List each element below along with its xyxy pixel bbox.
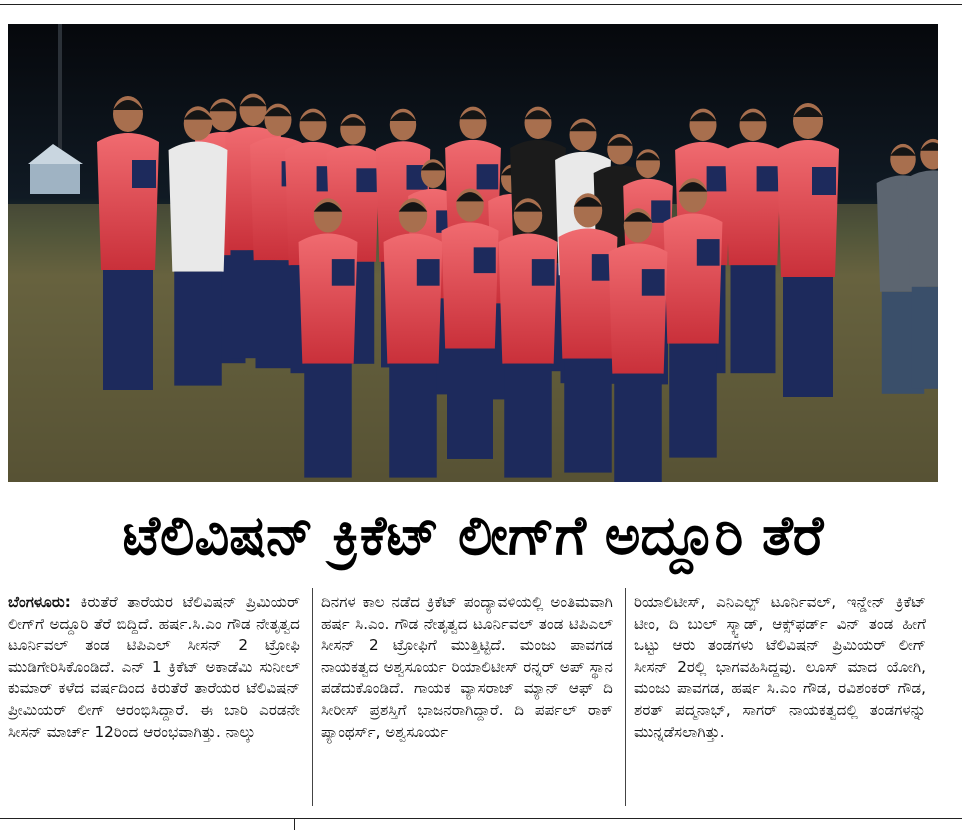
team-member-front-8 — [499, 198, 558, 477]
column-1-text: ಕಿರುತೆರೆ ತಾರೆಯರ ಟೆಲಿವಿಷನ್ ಪ್ರಿಮಿಯರ್ ಲೀಗ್‌ಗೆ ಅದ್ದೂರಿ ತೆರೆ ಬಿದ್ದಿದೆ. ಹರ್ಷ.ಸಿ.ಎಂ ಗೌಡ ನೇತೃತ್ವದ ಟೂರ್ನಿವಲ್ ತಂಡ ಟಿಪಿಎಲ್ ಸೀಸನ್ 2 ಟ್ರೋಫಿ ಮುಡಿಗೇರಿಸಿಕೊಂಡಿದೆ. ಎನ್ 1 ಕ್ರಿಕೆಟ್ ಅಕಾಡೆಮಿ ಸುನೀಲ್ ಕುಮಾರ್ ಕಳೆದ ವರ್ಷದಿಂದ ಕಿರುತೆರೆ ತಾರೆಯರ ಟೆಲಿವಿಷನ್ ಪ್ರೀಮಿಯರ್ ಲೀಗ್ ಆರಂಭಿಸಿದ್ದಾರೆ. ಈ ಬಾರಿ ಎರಡನೇ ಸೀಸನ್ ಮಾರ್ಚ್ 12ರಿಂದ ಆರಂಭವಾಗಿತ್ತು. ನಾಲ್ಕು — [8, 593, 300, 741]
team-member-front-3 — [777, 103, 839, 397]
article-body — [8, 588, 938, 806]
column-tick — [294, 818, 295, 830]
column-3-text: ರಿಯಾಲಿಟೀಸ್, ಎನಿಎಲ್ಪ್ ಟೂರ್ನಿವಲ್, ಇನ್ಡೇನ್ ಕ್ರಿಕೆಟ್ ಟೀಂ, ದಿ ಬುಲ್ ಸ್ಕ್ವಾಡ್, ಆಕ್ಸ್‌ಫರ್ಡ್ ವಿನ್ ತಂಡ ಹೀಗೆ ಒಟ್ಟು ಆರು ತಂಡಗಳು ಟೆಲಿವಿಷನ್ ಪ್ರಿಮಿಯರ್ ಲೀಗ್ ಸೀಸನ್ 2ರಲ್ಲಿ ಭಾಗವಹಿಸಿದ್ದವು. ಲೂಸ್ ಮಾದ ಯೋಗಿ, ಮಂಜು ಪಾವಗಡ, ಹರ್ಷ ಸಿ.ಎಂ ಗೌಡ, ರವಿಶಂಕರ್ ಗೌಡ, ಶರತ್ ಪದ್ಮನಾಭ್, ಸಾಗರ್ ನಾಯಕತ್ವದಲ್ಲಿ ತಂಡಗಳನ್ನು ಮುನ್ನಡೆಸಲಾಗಿತ್ತು. — [634, 593, 926, 741]
team-member-front-10 — [609, 208, 668, 482]
team-member-front-4 — [664, 178, 723, 457]
article-column-1 — [8, 588, 312, 806]
team-member-front-2 — [169, 106, 228, 385]
headline: ಟೆಲಿವಿಷನ್ ಕ್ರಿಕೆಟ್ ಲೀಗ್‌ಗೆ ಅದ್ದೂರಿ ತೆರೆ — [122, 504, 824, 567]
article-column-3 — [625, 588, 938, 806]
team-member-front-5 — [299, 198, 358, 477]
team-member-front-7 — [441, 188, 498, 458]
team-photo — [8, 24, 938, 482]
team-member-front-9 — [559, 193, 618, 472]
bottom-rule — [0, 818, 962, 819]
team-member-back-15 — [725, 109, 781, 374]
dateline: ಬೆಂಗಳೂರು: — [8, 593, 71, 611]
team-member-front-6 — [384, 198, 443, 477]
column-2-text: ದಿನಗಳ ಕಾಲ ನಡೆದ ಕ್ರಿಕೆಟ್ ಪಂದ್ಯಾವಳಿಯಲ್ಲಿ ಅಂತಿಮವಾಗಿ ಹರ್ಷ ಸಿ.ಎಂ. ಗೌಡ ನೇತೃತ್ವದ ಟೂರ್ನಿವಲ್ ತಂಡ ಟಿಪಿಎಲ್ ಸೀಸನ್ 2 ಟ್ರೋಫಿಗೆ ಮುತ್ತಿಟ್ಟಿದೆ. ಮಂಜು ಪಾವಗಡ ನಾಯಕತ್ವದ ಅಶ್ವಸೂರ್ಯ ರಿಯಾಲಿಟೀಸ್ ರನ್ನರ್ ಅಪ್ ಸ್ಥಾನ ಪಡೆದುಕೊಂಡಿದೆ. ಗಾಯಕ ವ್ಯಾಸರಾಜ್ ಮ್ಯಾನ್ ಆಫ್ ದಿ ಸೀರೀಸ್ ಪ್ರಶಸ್ತಿಗೆ ಭಾಜನರಾಗಿದ್ದಾರೆ. ದಿ ಪರ್ಪಲ್ ರಾಕ್ ಪ್ಯಾಂಥರ್ಸ್, ಅಶ್ವಸೂರ್ಯ — [321, 593, 613, 741]
article-column-2 — [312, 588, 625, 806]
top-rule — [0, 4, 962, 5]
team-member-front-1 — [97, 96, 159, 390]
